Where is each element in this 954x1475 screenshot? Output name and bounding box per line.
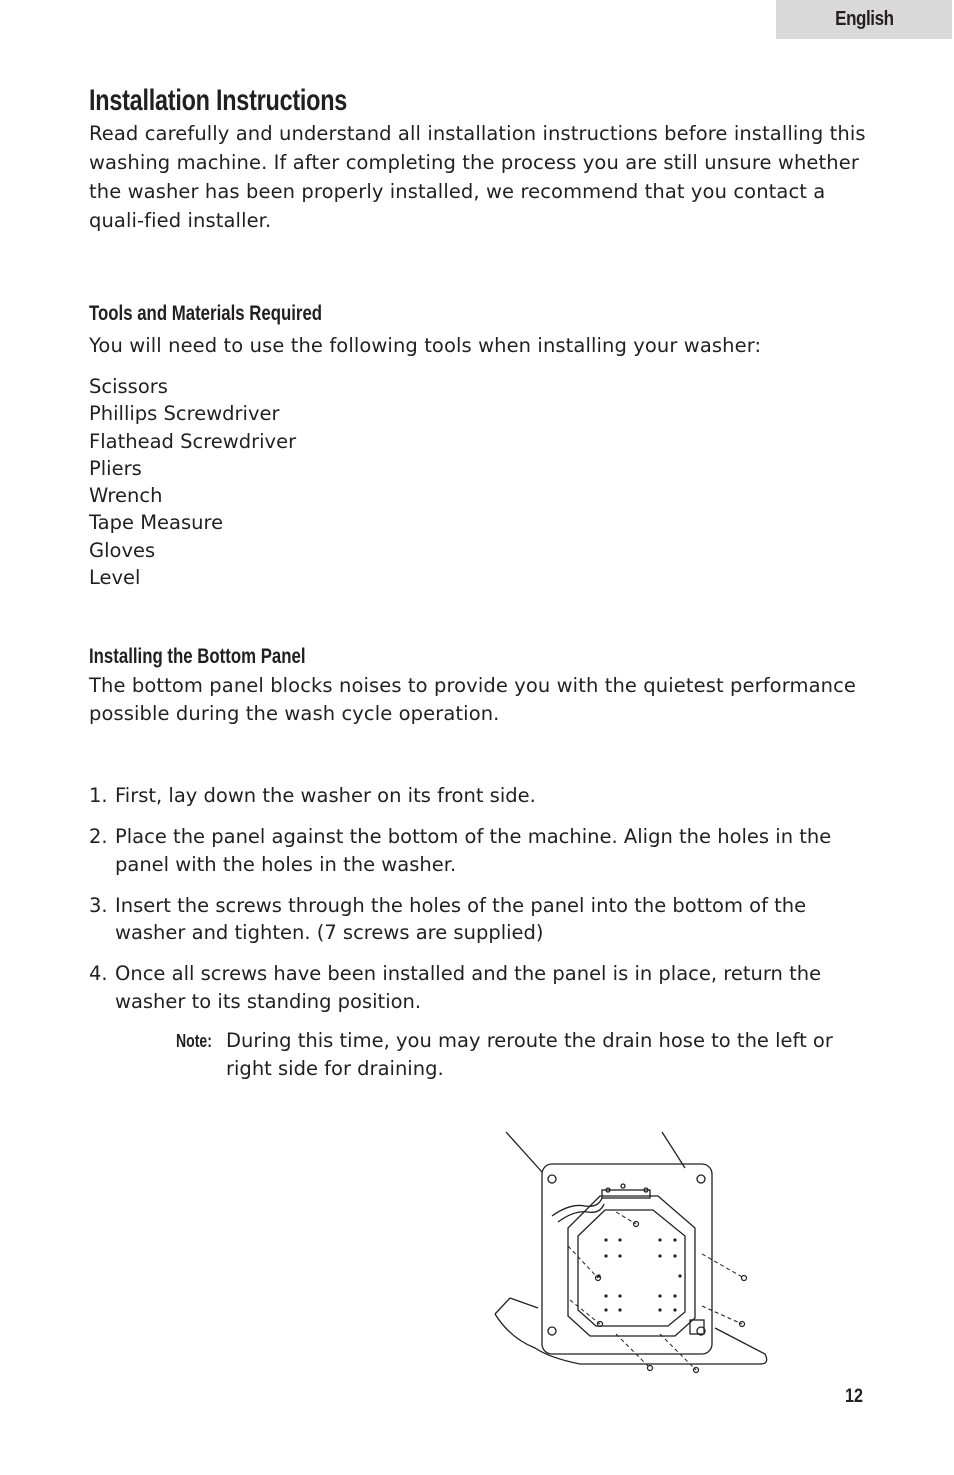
intro-paragraph: Read carefully and understand all installation instructions before installing this washing machine. If after completing the process you are still unsure whether the washer has been properly installed, we recommend that you contact a quali-fied installer. [89,122,866,232]
step-item [89,823,869,878]
step-text: First, lay down the washer on its front side. [115,784,536,807]
bottom-panel-illustration [490,1128,775,1383]
page-number: 12 [845,1386,863,1407]
language-label: English [834,8,894,30]
language-tab [776,0,952,39]
step-item [89,960,869,1015]
step-text: Once all screws have been installed and the panel is in place, return the washer to its standing position. [115,962,822,1013]
bottom-panel-heading: Installing the Bottom Panel [89,645,306,668]
step-number: 1. [89,784,108,807]
note-label: Note: [176,1031,212,1051]
page-title: Installation Instructions [89,84,348,117]
step-text: Place the panel against the bottom of the machine. Align the holes in the panel with the holes in the washer. [115,825,832,876]
step-text: Insert the screws through the holes of the panel into the bottom of the washer and tighten. (7 screws are supplied) [115,893,807,944]
tools-heading: Tools and Materials Required [89,302,323,325]
step-item [89,782,869,810]
step-number: 4. [89,962,108,985]
bottom-panel-intro: The bottom panel blocks noises to provide you with the quietest performance possible during the wash cycle operation. [89,674,856,725]
step-number: 2. [89,825,108,848]
tools-intro: You will need to use the following tools when installing your washer: [89,334,762,357]
tools-list [89,373,296,591]
list-item: Level [89,566,141,590]
list-item: Gloves [89,538,156,562]
list-item: Tape Measure [89,511,224,535]
note-text: During this time, you may reroute the drain hose to the left or right side for draining. [226,1029,833,1080]
list-item: Pliers [89,456,142,480]
list-item: Wrench [89,484,163,508]
steps-list [89,782,869,1029]
note [176,1027,876,1083]
step-number: 3. [89,893,108,917]
list-item: Scissors [89,375,168,398]
step-item [89,892,869,947]
list-item: Phillips Screwdriver [89,402,280,426]
list-item: Flathead Screwdriver [89,429,297,453]
